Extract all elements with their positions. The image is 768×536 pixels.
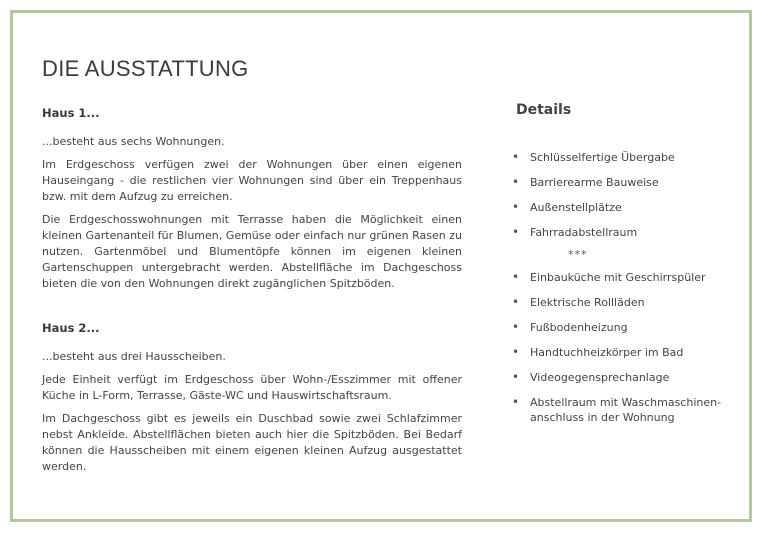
house-2-paragraph: ...besteht aus drei Hausscheiben. xyxy=(42,350,226,363)
bullet-icon: • xyxy=(512,225,520,239)
feature-label: Videogegensprechanlage xyxy=(530,371,670,384)
page-title: DIE AUSSTATTUNG xyxy=(42,56,249,81)
feature-label: Schlüsselfertige Übergabe xyxy=(530,151,675,164)
feature-item xyxy=(512,175,732,190)
feature-item xyxy=(512,345,732,360)
bullet-icon: • xyxy=(512,295,520,309)
feature-label: Handtuchheizkörper im Bad xyxy=(530,346,684,359)
feature-item xyxy=(512,320,732,335)
house-1-paragraph: Im Erdgeschoss verfügen zwei der Wohnungen über einen eigenen Hauseingang - die restlichen vier Wohnungen sind über ein Treppenhaus bzw. mit dem Aufzug zu erreichen. xyxy=(42,158,462,203)
house-1-section xyxy=(42,106,462,292)
bullet-icon: • xyxy=(512,175,520,189)
feature-item xyxy=(512,150,732,165)
details-column xyxy=(512,102,732,435)
feature-label: Außenstellplätze xyxy=(530,201,622,214)
house-2-heading: Haus 2... xyxy=(42,321,100,335)
feature-item xyxy=(512,270,732,285)
feature-item xyxy=(512,295,732,310)
feature-label: Abstellraum mit Waschmaschinen-anschluss in der Wohnung xyxy=(530,396,722,424)
house-2-paragraph: Im Dachgeschoss gibt es jeweils ein Duschbad sowie zwei Schlafzimmer nebst Ankleide. Abstellflächen bieten auch hier die Spitzböden. Bei Bedarf können die Hausscheiben mit einem eigenen kleinen Aufzug ausgestattet werden. xyxy=(42,412,462,473)
description-column xyxy=(42,106,462,482)
feature-item xyxy=(512,395,732,425)
feature-item xyxy=(512,200,732,215)
house-1-paragraph: Die Erdgeschosswohnungen mit Terrasse haben die Möglichkeit einen kleinen Gartenanteil für Blumen, Gemüse oder einfach nur grünen Rasen zu nutzen. Gartenmöbel und Blumentöpfe können im eigenen kleinen Gartenschuppen untergebracht werden. Abstellfläche im Dachgeschoss bieten die von den Wohnungen direkt zugänglichen Spitzböden. xyxy=(42,213,462,290)
feature-item xyxy=(512,370,732,385)
bullet-icon: • xyxy=(512,345,520,359)
bullet-icon: • xyxy=(512,270,520,284)
house-1-paragraph: ...besteht aus sechs Wohnungen. xyxy=(42,135,225,148)
separator: *** xyxy=(568,248,588,261)
details-title: Details xyxy=(516,102,572,118)
feature-item xyxy=(512,225,732,240)
feature-label: Einbauküche mit Geschirrspüler xyxy=(530,271,706,284)
house-1-heading: Haus 1... xyxy=(42,106,100,120)
bullet-icon: • xyxy=(512,370,520,384)
feature-list-2 xyxy=(512,270,732,425)
feature-list-1 xyxy=(512,150,732,240)
house-2-section xyxy=(42,321,462,475)
bullet-icon: • xyxy=(512,200,520,214)
feature-label: Fahrradabstellraum xyxy=(530,226,638,239)
bullet-icon: • xyxy=(512,395,520,409)
feature-label: Fußbodenheizung xyxy=(530,321,628,334)
bullet-icon: • xyxy=(512,320,520,334)
bullet-icon: • xyxy=(512,150,520,164)
house-2-paragraph: Jede Einheit verfügt im Erdgeschoss über Wohn-/Esszimmer mit offener Küche in L-Form, Terrasse, Gäste-WC und Hauswirtschaftsraum. xyxy=(42,373,462,402)
feature-label: Barrierearme Bauweise xyxy=(530,176,659,189)
feature-label: Elektrische Rollläden xyxy=(530,296,645,309)
